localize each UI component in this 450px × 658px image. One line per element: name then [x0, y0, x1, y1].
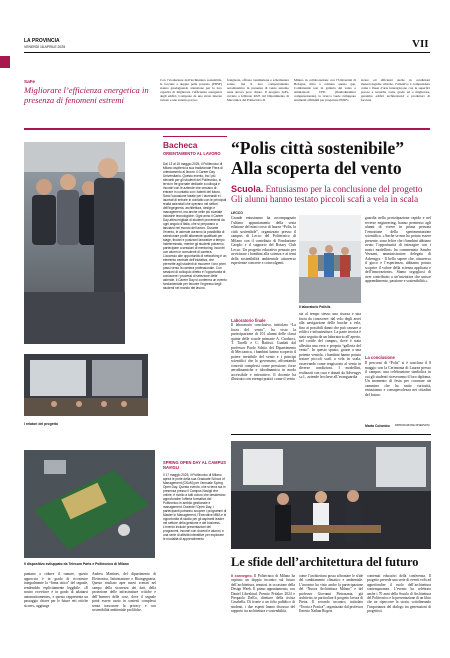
lab-photo	[299, 215, 361, 303]
bacheca-title: Bacheca	[163, 140, 198, 150]
device-photo	[24, 450, 155, 558]
sfide-photo	[231, 441, 431, 549]
safe-col-3: Milano in collaborazione con l’Università di Bologna, mira a colmare questo gap. Combinando test in galleria del vento e simulazioni CFD (fluidodinamica computazionale), la ricerca vuole sviluppare strumenti affidabili per progettare PDSFs	[294, 78, 356, 102]
bacheca-item2-text: Il 17 maggio 2025, il Politecnico di Milano aprirà le porte della sua Graduate School of Management (GSoM) per l’annuale Spring Open Day. Questo evento, che si terrà sia in presenza presso il Campus Navigli che online, è rivolto a tutti coloro che desiderano approfondire l’offerta formativa del Politecnico in ambito gestionale e management. Durante l’Open Day, i partecipanti potranno scoprire i programmi di Master in Management, l’Executive MBA e le opportunità di studio per gli aspiranti leader nel settore della gestione e del business. L’evento include presentazioni dei programmi, incontri con docenti e alumni, e una serie di attività interattive per esplorare le modalità di apprendimento	[163, 473, 227, 541]
career-day-photo	[24, 142, 125, 344]
sfide-top-rule	[231, 434, 431, 435]
main-col-3: guardia nella prototipazione rapida e nel reverse engineering, hanno permesso agli alunni di vivere in prima persona l’emozione della sperimentazione scientifica. «Anche se non ho potuto essere presente, sono felice che i bambini abbiano avuto l’opportunità di interagire con i nostri modellini» ha commentato Sandro Vezzani, amministratore delegato di Advengys - Il bello sapere che, attraverso il gioco e l’esperienza, abbiamo potuto scoprire il valore della scienza applicata e dell’innovazione». Siamo orgogliosi di aver contribuito a un’iniziativa che unisce apprendimento, passione e sostenibilità.»	[365, 216, 431, 283]
rights-note: RIPRODUZIONE RISERVATA	[395, 424, 430, 427]
main-sub-text: Entusiasmo per la conclusione del progetto Gli alunni hanno testato piccoli scafi a vela in scala	[231, 184, 423, 205]
sfide-col-3: contenuti educativi della conferenza. Il progetto prevede una serie di eventi volti ad approfondire il ruolo dell’architettura contemporanea. L’evento ha celebrato anche i 70 anni della Scuola di Architettura del Politecnico e la presentazione di un libro che ne ripercorre la storia, sottolineando l’importanza del dialogo tra generazioni di progettisti.	[367, 574, 431, 614]
main-col1-head: Laboratorio finale	[231, 318, 266, 323]
magenta-divider	[24, 128, 430, 130]
safe-col-1: Con l’evoluzione dell’architettura sostenibile, le facciate a doppia pelle possono (PDSF) stanno guadagnando attenzione per la loro capacità di migliorare l’efficienza energetica degli edifici. Composte da uno strato interno vetrato e uno esterno poroso	[160, 78, 222, 102]
issue-date: VENERDÌ 18 APRILE 2025	[24, 45, 66, 49]
sfide-col-2: come l’architettura possa affrontare le sfide del cambiamento climatico e ambientale. L’incontro ha visto anche la partecipazione del “Nuova Architettura Milano” e del professor Giovanni Pietrasanta, già architetto, in particolare il progetto lavora di Pietra. Il secondo incontro, intitolato “Teoria e Pratica”, organizzato dal professor Ernesto Nathan Rogers	[299, 574, 363, 614]
optics-col-2: Andrea Martines, del dipartimento di Elettronica, Informazione e Bioingegneria. Questo risultato apre nuovi scenari nel campo della sicurezza dei dati, della protezione delle infrastrutture critiche e dell’Internet delle cose, dove il segnale potrà essere usato in contesti complessi senza trascurare la privacy e con sostenibilità ambientale prolifiche.	[92, 572, 156, 612]
sfide-tag: Il convegno.	[231, 574, 253, 578]
main-col3-head: La conclusione	[365, 355, 395, 360]
page-number: VII	[412, 38, 429, 50]
bacheca-item2-title: SPRING OPEN DAY AL CAMPUS NAVIGLI	[163, 460, 227, 470]
sfide-col-1	[231, 574, 295, 614]
main-headline: “Polis città sostenibile” Alla scoperta del vento	[231, 138, 405, 178]
dateline: LECCO	[231, 211, 243, 215]
bacheca-item1-title: ORIENTAMENTO AL LAVORO	[163, 151, 221, 156]
safe-headline: Migliorare l’efficienza energetica in presenza di fenomeni estremi	[24, 85, 149, 105]
main-sub-tag: Scuola.	[231, 184, 264, 194]
newspaper-name: LA PROVINCIA	[24, 38, 60, 44]
author: Marta Colombo	[365, 424, 390, 428]
optics-col-1: puntano a ridurre il rumore, questo approccio è in grado di ricostruire integralmente la “firma ottica” del segnale, rendendolo esplicitamente leggibile. «Il nostro ricevitore è in grado di adattarsi automaticamente», e questo rappresenta un passaggio chiave per le future reti ottiche sicure», aggiunge	[24, 572, 88, 608]
main-col-2: sia al tempo stesso una risorsa e una forza da conoscere: dal volo degli aerei alla navigazione delle barche a vela, fino ai possibili danni che può causare a edifici e infrastrutture. La parte teorica è stata seguita da un laboratorio all’aperto, nel cortile del campus, dove è stata allestita una vera e propria “galleria del vento”. In questo spazio, grazie a una potente ventola, i bambini hanno potuto testare piccoli scafi a vela in scala, osservando come reagiscono al vento in diverse condizioni. I modellini, realizzati con cura e donati da Advengys s.r.l., aziende lecchese all’avanguardia	[299, 312, 361, 379]
conference-caption: I relatori del progetto	[24, 422, 58, 426]
main-col-1b: Il laboratorio conclusivo, intitolato “La forza del vento”, ha visto la partecipazione di 101 alunni delle classi quinte delle scuole primarie A. Carducci, T. Tacelli e C. Battisti. Guidati dal professor Paolo Schito del Dipartimento di Meccanica, i bambini hanno scoperto il potere invisibile del vento e i principi scientifici che lo governano, affrontando concetti complessi come pressione, forze aerodinamiche e idrodinamica in modo accessibile e interattivo. Il docente ha illustrato con esempi pratici come il vento	[231, 323, 296, 381]
lab-caption: Il laboratorio Polislis	[299, 305, 331, 309]
safe-tag: SaFe	[24, 79, 35, 84]
sfide-col-1-text: Il Politecnico di Milano ha ospitato un doppio incontro sul futuro dell’architettura, tenutosi in occasione della Design Week. Il primo appuntamento, con Daniel Libeskind, Premio Pritzker 2024 e Pierpaolo DalCo, direttore della rivista Casabella. Di fronte a un folto pubblico di studenti, i due esperti hanno discusso del rapporto tra architettura e sostenibilità,	[231, 574, 295, 614]
main-subtitle	[231, 184, 431, 204]
section-marker	[0, 56, 10, 68]
main-col-1: Grande entusiasmo ha accompagnato l’ultimo appuntamento della sesta edizione del mini corso di laurea “Polis, la città sostenibile”, organizzato presso il campus di Lecco del Politecnico di Milano con il contributo di Fondazione Cariplo e il supporto del Rotary Club Lecco. Un progetto educativo pensato per avvicinare i bambini alla scienza e ai temi della sostenibilità ambientale attraverso esperienze concrete e coinvolgenti.	[231, 216, 296, 265]
main-col-3b: Il percorso di “Polis” si è concluso il 8 maggio con la Cerimonia di Laurea presso il campus: una celebrazione simbolica in cui gli studenti riceveranno il loro diploma. Un momento di festa per coronare un cammino che ha unito curiosità, entusiasmo e consapevolezza nei cittadini del futuro.	[365, 361, 431, 397]
conference-photo	[24, 354, 148, 416]
header-rule	[24, 52, 430, 53]
safe-col-4: sicure ed efficienti anche in condizioni meteorologiche critiche, l’obiettivo è comprendere come i flussi d’aria interagiscono con le superfici porose e tecniche come grado ed a migliorare, garantire edifici architettonici e produttori di facciate	[361, 78, 430, 102]
sfide-headline: Le sfide dell’architettura del futuro	[231, 555, 419, 569]
bacheca-item1-text: Dal 13 al 15 maggio 2025, il Politecnico di Milano ospiterà la sua tradizionale Fiera di orientamento al lavoro: il Career Day Universitario. Questo evento, tra i più rilevanti per gli studenti del Politecnico, si terrà in tre giornate dedicate a colloqui e incontri con le aziende che cercano di entrare in contatto con i talenti del futuro. Sarà l’occasione ideale per i laureandi e i laureati di entrare in contatto con le principali realtà aziendali che operano nei settori dell’ingegneria, architettura, design e management, ma anche nelle più svariate industrie tecnologiche. Ogni anno il Career Day attira migliaia di studenti provenienti da ogni angolo d’Italia, che si preparano a lanciarsi nel mondo del lavoro. Durante l’evento, le aziende avranno la possibilità di selezionare profili altamente qualificati per stage, tirocini e posizioni lavorative a tempo indeterminato, mentre gli studenti potranno partecipare a sessioni di mentoring, incontri con alumni e consulenti di carriera. L’accesso alle opportunità di networking è un elemento centrale dell’iniziativa, che permette agli studenti di muovere i loro primi passi verso la carriera professionale. Con sessioni di colloquio diretto e l’opportunità di conoscere i processi di selezione delle aziende, il Career Day si conferma un evento fondamentale per favorire l’ingresso degli studenti nel mondo del lavoro.	[163, 162, 227, 290]
device-caption: Il dispositivo sviluppato da Telecom Parts e Politecnico di Milano	[24, 562, 129, 566]
bacheca-rule	[163, 136, 227, 137]
safe-col-2: frangisole, offrono ventilazione e schermatura solare, ma il loro comportamento aerodinamico in presenza di vento estremo resta ancora poco chiaro. Il progetto SaFe, avviato a febbraio 2025 dal Dipartimento di Meccanica del Politecnico di	[227, 78, 289, 102]
